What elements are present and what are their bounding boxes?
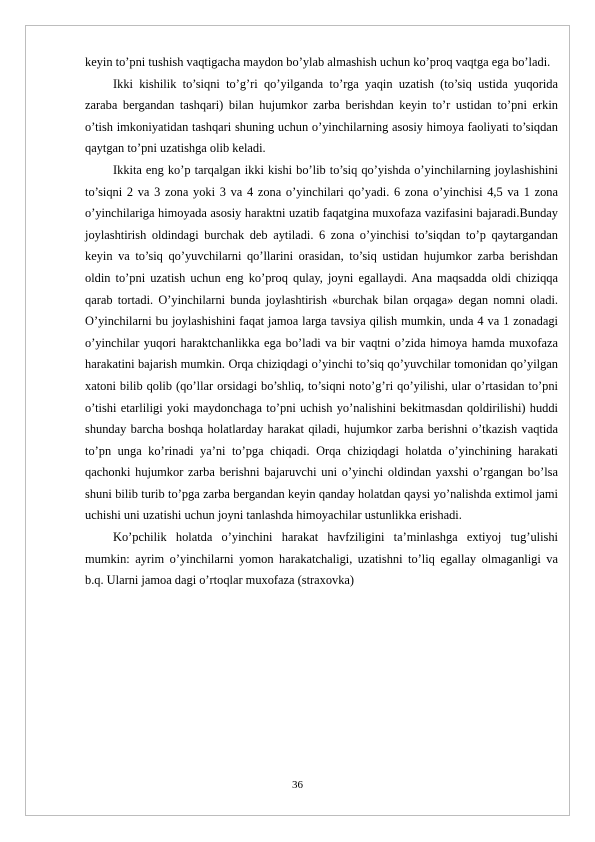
- paragraph-continuation: keyin to’pni tushish vaqtigacha maydon bo’ylab almashish uchun ko’proq vaqtga ega bo’ladi.: [85, 55, 551, 69]
- paragraph: Ikki kishilik to’siqni to’g’ri qo’yilganda to’rga yaqin uzatish (to’siq ustida yuqorida zaraba bergandan tashqari) bilan hujumkor zarba berishdan keyin to’r ustidan to’pni erkin o’tish imkoniyatidan tashqari shuning uchun o’yinchilarning asosiy himoya faoliyati to’siqdan qaytgan to’pni uzatishga olib keladi.: [85, 76, 558, 156]
- document-body: [85, 52, 558, 592]
- paragraph: Ko’pchilik holatda o’yinchini harakat havfziligini ta’minlashga extiyoj tug’ulishi mumkin: ayrim o’yinchilarni yomon harakatchaligi, uzatishni to’liq egallay olmaganligi va b.q. Ularni jamoa dagi o’rtoqlar muxofaza (straxovka): [85, 530, 558, 588]
- page-number: 36: [292, 779, 303, 791]
- paragraph: Ikkita eng ko’p tarqalgan ikki kishi bo’lib to’siq qo’yishda o’yinchilarning joylashishini to’siqni 2 va 3 zona yoki 3 va 4 zona o’yinchilari qo’yadi. 6 zona o’yinchisi 4,5 va 1 zona o’yinchilariga himoyada asosiy haraktni uzatib faqatgina muxofaza vazifasini bajaradi.Bunday joylashtirish oldindagi burchak deb aytiladi. 6 zona o’yinchisi to’siqdan to’p qaytargandan keyin va to’siq qo’yuvchilarni qo’llarini orasidan, to’siq ustidan hujumkor zarba berishdan oldin to’pni uzatish uchun eng ko’proq qulay, joyni egallaydi. Ana maqsadda oldi chiziqqa qarab tortadi. O’yinchilarni bunda joylashtirish «burchak bilan orqaga» degan nomni oladi. O’yinchilarni bu joylashishini faqat jamoa larga tavsiya qilish mumkin, unda 4 va 1 zonadagi o’yinchilar yuqori haraktchanlikka ega bo’ladi va bir vaqtni o’zida himoya hamda muxofaza harakatini bajarish mumkin. Orqa chiziqdagi o’yinchi to’siq qo’yuvchilar tomonidan qo’yilgan xatoni bilib qolib (qo’llar orsidagi bo’shliq, to’siqni noto’g’ri qo’yilishi, ular o’rtasidan to’pni o’tishi etarliligi yoki maydonchaga to’pni uchish yo’nalishini bekitmasdan qoldirilishi) huddi shunday barcha boshqa holatlarday harakat qiladi, hujumkor zarba berishni o’tkazish vaqtida to’pn unga ko’rinadi ya’ni to’pga chiqadi. Orqa chiziqdagi holatda o’yinchining harakati qachonki hujumkor zarba berishni bajaruvchi uni o’yinchi oldindan yaxshi o’rgangan bo’lsa shuni bilib turib to’pga zarba bergandan keyin qanday holatdan qaysi yo’nalishda extimol jami uchishi uni uzatishi uchun joyni tanlashda himoyachilar ustunlikka erishadi.: [85, 162, 558, 523]
